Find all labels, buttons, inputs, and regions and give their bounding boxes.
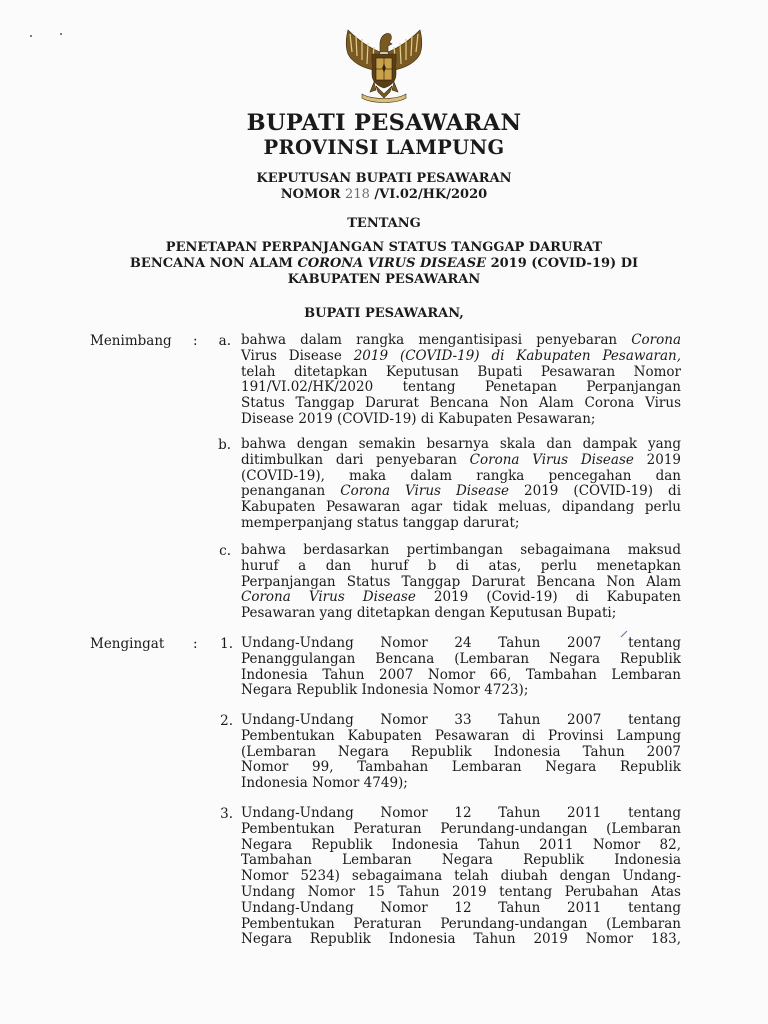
decree-number bbox=[0, 187, 768, 202]
text-line: Pesawaran yang ditetapkan dengan Keputusan Bupati; bbox=[241, 605, 617, 622]
text-line: Undang-Undang Nomor 33 Tahun 2007 tentang bbox=[241, 712, 681, 728]
text-line: Disease 2019 (COVID-19) di Kabupaten Pesawaran; bbox=[241, 410, 596, 427]
decree-number-prefix: NOMOR bbox=[280, 187, 341, 202]
text-line: Undang Nomor 15 Tahun 2019 tentang Perubahan Atas bbox=[241, 883, 681, 900]
text-line: penanganan Corona Virus Disease 2019 (COVID-19) di bbox=[241, 483, 682, 500]
about-heading: TENTANG bbox=[347, 216, 421, 231]
text-line: Tambahan Lembaran Negara Republik Indonesia bbox=[241, 852, 681, 869]
text-line: Nomor 99, Tambahan Lembaran Negara Republik bbox=[241, 759, 681, 776]
page-title: BUPATI PESAWARAN bbox=[246, 110, 522, 136]
text-line: bahwa dalam rangka mengantisipasi penyebaran Corona bbox=[241, 332, 681, 348]
garuda-pancasila-emblem bbox=[336, 22, 432, 104]
text-line: memperpanjang status tanggap darurat; bbox=[241, 514, 520, 531]
text-line: bahwa dengan semakin besarnya skala dan dampak yang bbox=[241, 436, 681, 452]
text-line: Undang-Undang Nomor 12 Tahun 2011 tentang bbox=[241, 899, 681, 916]
text-line: Pembentukan Kabupaten Pesawaran di Provinsi Lampung bbox=[241, 727, 681, 744]
mengingat-item-paragraph bbox=[241, 806, 681, 948]
text-line: (COVID-19), maka dalam rangka pencegahan dan bbox=[241, 467, 681, 484]
text-line: Perpanjangan Status Tanggap Darurat Bencana Non Alam bbox=[241, 573, 681, 590]
mengingat-item-marker: 2. bbox=[220, 713, 233, 729]
text-line: Indonesia Tahun 2007 Nomor 66, Tambahan Lembaran bbox=[241, 666, 681, 683]
text-line: Penanggulangan Bencana (Lembaran Negara Republik bbox=[241, 650, 681, 667]
text-line: Nomor 5234) sebagaimana telah diubah dengan Undang- bbox=[241, 868, 681, 885]
pen-tick-mark bbox=[620, 630, 628, 638]
mengingat-item-marker: 1. bbox=[220, 636, 233, 652]
text-line: (Lembaran Negara Republik Indonesia Tahun 2007 bbox=[241, 743, 681, 760]
decree-name: KEPUTUSAN BUPATI PESAWARAN bbox=[256, 171, 512, 186]
decree-number-suffix: /VI.02/HK/2020 bbox=[374, 187, 488, 202]
text-line: Kabupaten Pesawaran agar tidak meluas, dipandang perlu bbox=[241, 499, 681, 516]
text-line: Virus Disease 2019 (COVID-19) di Kabupaten Pesawaran, bbox=[241, 347, 681, 364]
decree-number-value: 218 bbox=[345, 187, 370, 202]
decree-subject bbox=[0, 240, 768, 288]
decree-subject-line-2: BENCANA NON ALAM CORONA VIRUS DISEASE 2019 (COVID-19) DI bbox=[129, 256, 639, 271]
mengingat-label: Mengingat bbox=[90, 636, 165, 652]
text-line: Pembentukan Peraturan Perundang-undangan (Lembaran bbox=[241, 915, 681, 932]
text-line: Undang-Undang Nomor 24 Tahun 2007 tentang bbox=[241, 635, 681, 651]
text-line: Corona Virus Disease 2019 (Covid-19) di Kabupaten bbox=[241, 589, 681, 606]
decree-subject-line-1: PENETAPAN PERPANJANGAN STATUS TANGGAP DARURAT bbox=[165, 240, 603, 255]
menimbang-item-paragraph bbox=[241, 333, 681, 428]
text-line: huruf a dan huruf b di atas, perlu menetapkan bbox=[241, 557, 681, 574]
mengingat-colon: : bbox=[193, 636, 198, 652]
menimbang-item-paragraph bbox=[241, 437, 681, 532]
text-line: 191/VI.02/HK/2020 tentang Penetapan Perpanjangan bbox=[241, 379, 681, 396]
menimbang-colon: : bbox=[193, 333, 198, 349]
text-line: ditimbulkan dari penyebaran Corona Virus Disease 2019 bbox=[241, 451, 682, 468]
menimbang-item-marker: c. bbox=[219, 543, 231, 559]
mengingat-item-marker: 3. bbox=[220, 806, 233, 822]
authority-heading: BUPATI PESAWARAN, bbox=[304, 306, 464, 321]
menimbang-label: Menimbang bbox=[90, 333, 172, 349]
decree-subject-line-3: KABUPATEN PESAWARAN bbox=[287, 272, 481, 287]
text-line: telah ditetapkan Keputusan Bupati Pesawaran Nomor bbox=[241, 363, 681, 380]
text-line: Negara Republik Indonesia Nomor 4723); bbox=[241, 682, 529, 699]
text-line: Undang-Undang Nomor 12 Tahun 2011 tentang bbox=[241, 805, 681, 821]
text-line: Status Tanggap Darurat Bencana Non Alam Corona Virus bbox=[241, 395, 681, 412]
scan-specks bbox=[28, 32, 68, 40]
text-line: Indonesia Nomor 4749); bbox=[241, 775, 408, 792]
mengingat-item-paragraph bbox=[241, 636, 681, 699]
menimbang-item-paragraph bbox=[241, 543, 681, 622]
text-line: Negara Republik Indonesia Tahun 2019 Nomor 183, bbox=[241, 931, 681, 948]
text-line: Pembentukan Peraturan Perundang-undangan (Lembaran bbox=[241, 820, 681, 837]
menimbang-item-marker: a. bbox=[218, 333, 231, 349]
menimbang-item-marker: b. bbox=[218, 437, 231, 453]
province-title: PROVINSI LAMPUNG bbox=[263, 136, 505, 159]
text-line: bahwa berdasarkan pertimbangan sebagaimana maksud bbox=[241, 542, 681, 558]
mengingat-item-paragraph bbox=[241, 713, 681, 792]
text-line: Negara Republik Indonesia Tahun 2011 Nomor 82, bbox=[241, 836, 681, 853]
